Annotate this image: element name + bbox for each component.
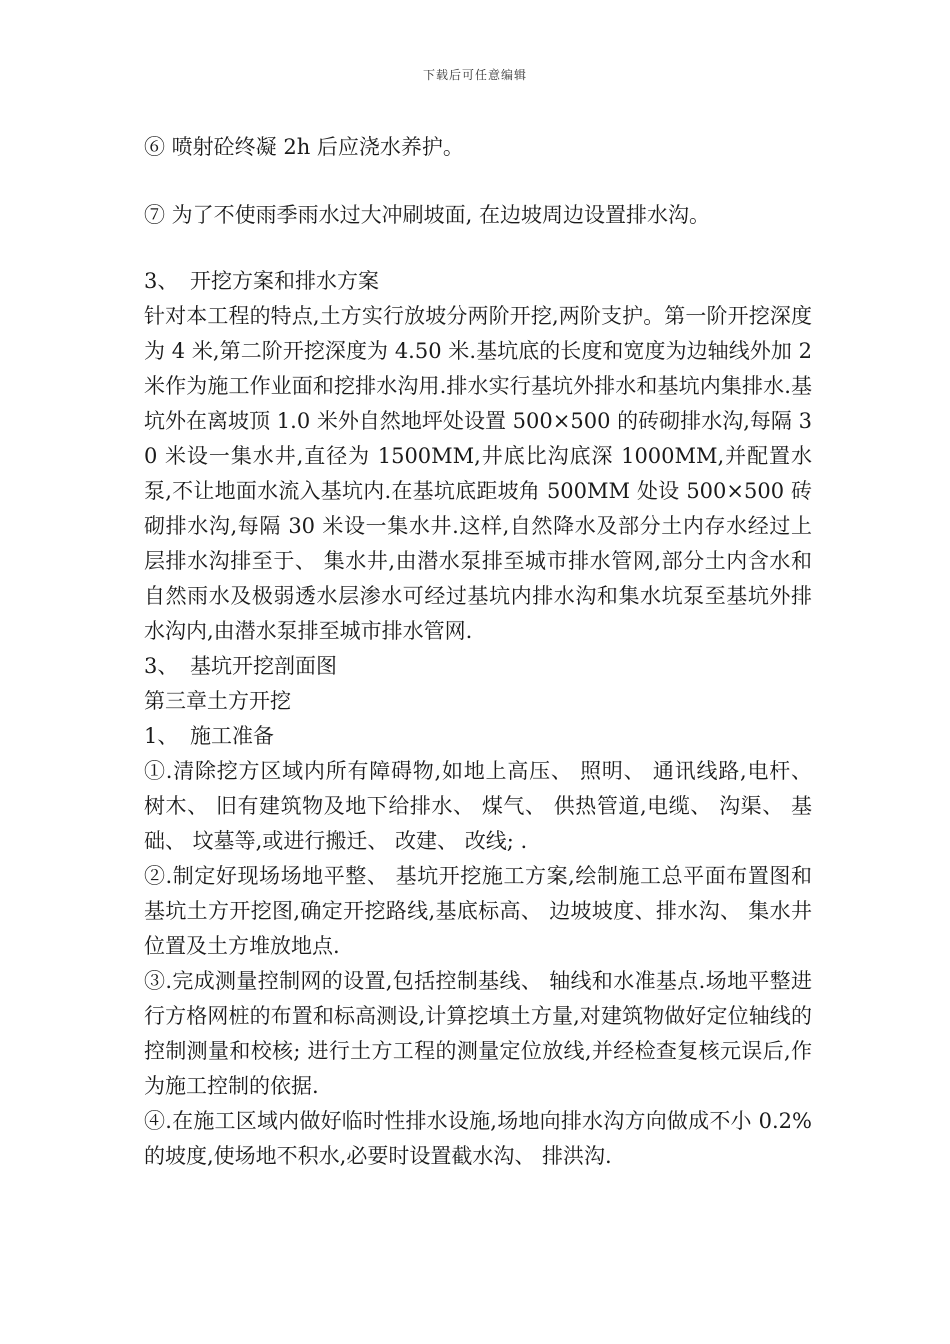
paragraph-drainage-body: 针对本工程的特点,土方实行放坡分两阶开挖,两阶支护。第一阶开挖深度为 4 米,第二阶开挖深度为 4.50 米.基坑底的长度和宽度为边轴线外加 2 米作为施工作业面和挖排水沟用.排水实行基坑外排水和基坑内集排水.基坑外在离坡顶 1.0 米外自然地坪处设置 500×500 的砖砌排水沟,每隔 30 米设一集水井,直径为 1500MM,井底比沟底深 1000MM,并配置水泵,不让地面水流入基坑内.在基坑底距坡角 500MM 处设 500×500 砖砌排水沟,每隔 30 米设一集水井.这样,自然降水及部分土内存水经过上层排水沟排至于、 集水井,由潜水泵排至城市排水管网,部分土内含水和自然雨水及极弱透水层渗水可经过基坑内排水沟和集水坑泵至基坑外排水沟内,由潜水泵排至城市排水管网.	[144, 304, 812, 643]
paragraph-prep-4: ④.在施工区域内做好临时性排水设施,场地向排水沟方向做成不小 0.2%的坡度,使场地不积水,必要时设置截水沟、 排洪沟.	[144, 1109, 812, 1168]
section-number: 1、	[144, 724, 179, 748]
section-title: 开挖方案和排水方案	[190, 269, 379, 293]
document-body	[144, 130, 812, 1174]
paragraph-item-7: ⑦ 为了不使雨季雨水过大冲刷坡面, 在边坡周边设置排水沟。	[144, 203, 711, 227]
section-title: 基坑开挖剖面图	[190, 654, 337, 678]
section-number: 3、	[144, 654, 179, 678]
paragraph-prep-3: ③.完成测量控制网的设置,包括控制基线、 轴线和水准基点.场地平整进行方格网桩的布置和标高测设,计算挖填土方量,对建筑物做好定位轴线的控制测量和校核; 进行土方工程的测量定位放线,并经检查复核元误后,作为施工控制的依据.	[144, 969, 812, 1098]
section-number: 3、	[144, 269, 179, 293]
paragraph-prep-1: ①.清除挖方区域内所有障碍物,如地上高压、 照明、 通讯线路,电杆、 树木、 旧有建筑物及地下给排水、 煤气、 供热管道,电缆、 沟渠、 基础、 坟墓等,或进行搬迁、 改建、 改线; .	[144, 759, 812, 853]
paragraph-item-6: ⑥ 喷射砼终凝 2h 后应浇水养护。	[144, 135, 464, 159]
section-heading-preparation	[144, 719, 812, 754]
page-header: 下载后可任意编辑	[422, 68, 527, 82]
section-heading-drainage-plan	[144, 264, 812, 299]
paragraph-prep-2: ②.制定好现场场地平整、 基坑开挖施工方案,绘制施工总平面布置图和基坑土方开挖图,确定开挖路线,基底标高、 边坡坡度、排水沟、 集水井位置及土方堆放地点.	[144, 864, 812, 958]
chapter-heading: 第三章土方开挖	[144, 689, 291, 713]
section-heading-excavation-profile	[144, 649, 812, 684]
section-title: 施工准备	[190, 724, 274, 748]
